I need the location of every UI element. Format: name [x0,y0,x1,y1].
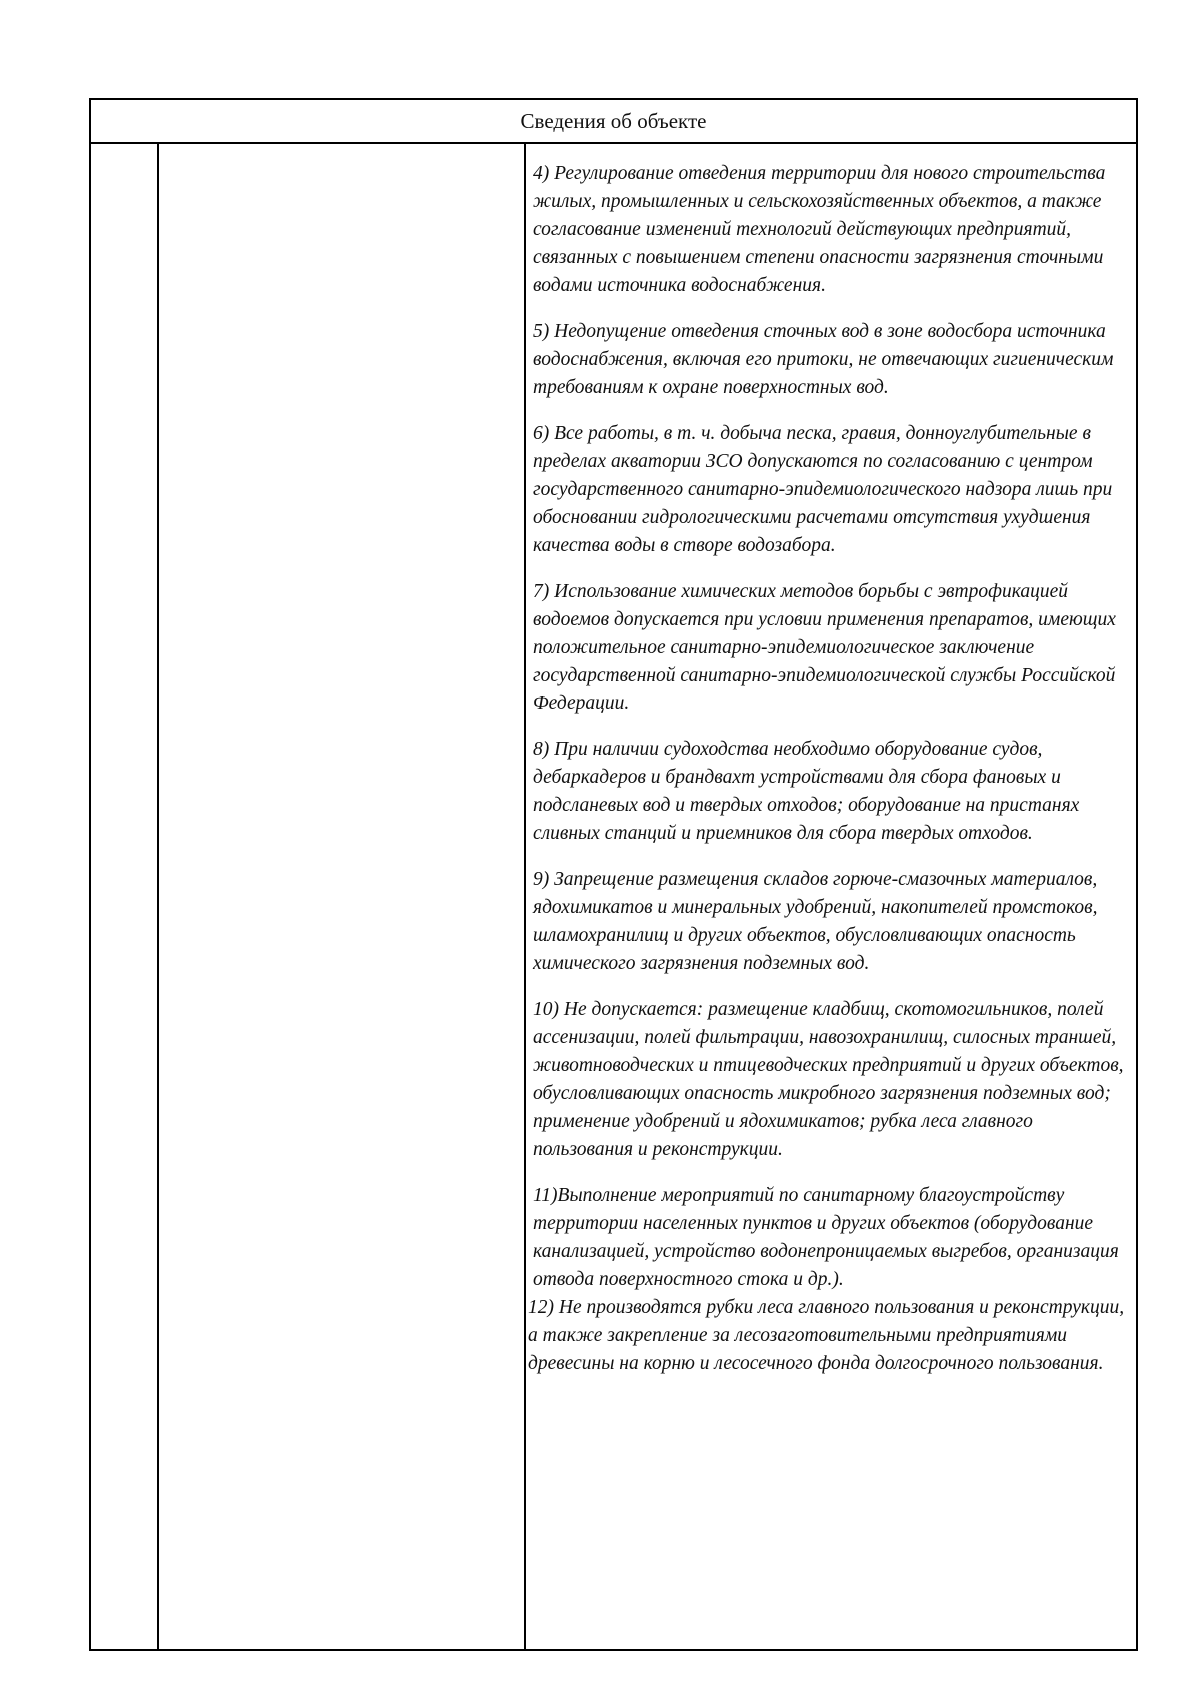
paragraph-6: 6) Все работы, в т. ч. добыча песка, гравия, донноуглубительные в пределах акватории ЗСО допускаются по согласованию с центром государственного санитарно-эпидемиологического надзора лишь при обосновании гидрологическими расчетами отсутствия ухудшения качества воды в створе водозабора. [533,423,1113,556]
paragraph-10: 10) Не допускается: размещение кладбищ, скотомогильников, полей ассенизации, полей фильтрации, навозохранилищ, силосных траншей, животноводческих и птицеводческих предприятий и других объектов, обусловливающих опасность микробного загрязнения подземных вод; применение удобрений и ядохимикатов; рубка леса главного пользования и реконструкции. [533,999,1124,1160]
object-info-table [89,98,1138,1651]
paragraph-9: 9) Запрещение размещения складов горюче-смазочных материалов, ядохимикатов и минеральных удобрений, накопителей промстоков, шламохранилищ и других объектов, обусловливающих опасность химического загрязнения подземных вод. [533,869,1098,974]
table-header: Сведения об объекте [91,100,1136,144]
content-cell [528,142,1128,1649]
paragraph-11: 11)Выполнение мероприятий по санитарному благоустройству территории населенных пунктов и других объектов (оборудование канализацией, устройство водонепроницаемых выгребов, организация отвода поверхностного стока и др.). [533,1185,1119,1290]
paragraph-4: 4) Регулирование отведения территории для нового строительства жилых, промышленных и сельскохозяйственных объектов, а также согласование изменений технологий действующих предприятий, связанных с повышением степени опасности загрязнения сточными водами источника водоснабжения. [533,163,1106,296]
column-divider-2 [524,142,526,1649]
paragraph-7: 7) Использование химических методов борьбы с эвтрофикацией водоемов допускается при условии применения препаратов, имеющих положительное санитарно-эпидемиологическое заключение государственной санитарно-эпидемиологической службы Российской Федерации. [533,581,1116,714]
column-divider-1 [157,142,159,1649]
paragraph-12: 12) Не производятся рубки леса главного пользования и реконструкции, а также закрепление за лесозаготовительными предприятиями древесины на корню и лесосечного фонда долгосрочного пользования. [528,1297,1125,1374]
paragraph-5: 5) Недопущение отведения сточных вод в зоне водосбора источника водоснабжения, включая его притоки, не отвечающих гигиеническим требованиям к охране поверхностных вод. [533,321,1114,398]
paragraph-8: 8) При наличии судоходства необходимо оборудование судов, дебаркадеров и брандвахт устройствами для сбора фановых и подсланевых вод и твердых отходов; оборудование на пристанях сливных станций и приемников для сбора твердых отходов. [533,739,1080,844]
